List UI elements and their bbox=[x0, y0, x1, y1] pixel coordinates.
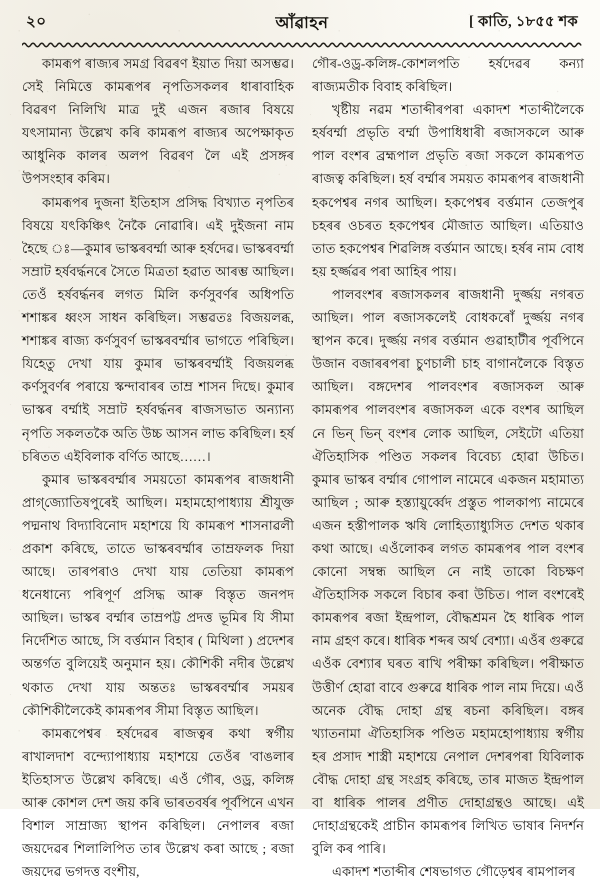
text-column-right bbox=[312, 52, 584, 880]
issue-date-line: [ কাতি, ১৮৫৫ শক bbox=[469, 14, 578, 30]
paragraph: গৌৰ-ওড্ৰ-কলিঙ্গ-কোশলপতি হৰ্ষদেৱৰ কন্যা ৰাজ্যমতীক বিবাহ কৰিছিল। bbox=[312, 56, 584, 95]
magazine-title: আঁৱাহন bbox=[275, 15, 329, 32]
paragraph: কামৰূপৰ দুজনা ইতিহাস প্ৰসিদ্ধ বিখ্যাত নৃপতিৰ বিষয়ে যৎকিঞ্চিৎ নৈকৈ নোৱাৰি। এই দুইজনা নাম হৈছে ঃ—কুমাৰ ভাস্কৰবৰ্ম্মা আৰু হৰ্ষদেৱ। ভাস্কৰবৰ্ম্মা সম্ৰাট হৰ্ষবৰ্দ্ধনৰে সৈতে মিত্ৰতা হৱাত আৰম্ভ আছিল। তেওঁ হৰ্ষবৰ্দ্ধনৰ লগত মিলি কৰ্ণসুবৰ্ণৰ অধিপতি শশাঙ্কৰ ধ্বংস সাধন কৰিছিল। সম্ভৱতঃ বিজয়লব্ধ, শশাঙ্কৰ ৰাজ্য কৰ্ণসুবৰ্ণ ভাস্কৰবৰ্ম্মাৰ ভাগতে পৰিছিল। যিহেতু দেখা যায় কুমাৰ ভাস্কৰবৰ্ম্মাই বিজয়লব্ধ কৰ্ণসুবৰ্ণৰ পৰায়ে স্কন্দাবাৰৰ তাম্ৰ শাসন দিছে। কুমাৰ ভাস্কৰ বৰ্ম্মাই সম্ৰাট হৰ্ষবৰ্দ্ধনৰ ৰাজসভাত অন্যান্য নৃপতি সকলতকৈ অতি উচ্চ আসন লাভ কৰিছিল। হৰ্ষ চৰিতত এইবিলাক বৰ্ণিত আছে……। bbox=[22, 194, 294, 464]
page-number: ২০ bbox=[26, 14, 47, 30]
running-head bbox=[26, 10, 578, 36]
paragraph: একাদশ শতাব্দীৰ শেষভাগত গৌড়েশ্বৰ ৰামপালৰ bbox=[332, 864, 576, 880]
body-columns bbox=[22, 52, 584, 880]
paragraph: পালবংশৰ ৰজাসকলৰ ৰাজধানী দুৰ্জ্জয় নগৰত আছিল। পাল ৰজাসকলেই বোধকৰোঁ দুৰ্জ্জয় নগৰ স্থাপন কৰে। দুৰ্জ্জয় নগৰ বৰ্ত্তমান গুৱাহাটীৰ পূৰ্বপিনে উজান বজাৰৰপৰা চুণচালী চাহ বাগানলৈকে বিস্তৃত আছিল। বঙ্গদেশৰ পালবংশৰ ৰজাসকল আৰু কামৰূপৰ পালবংশৰ ৰজাসকল একে বংশৰ আছিল নে ভিন্ ভিন্ বংশৰ লোক আছিল, সেইটো এতিয়া ঐতিহাসিক পণ্ডিত সকলৰ বিবেচ্য হোৱা উচিত। কুমাৰ ভাস্কৰ বৰ্ম্মাৰ গোপাল নামেৰে একজন মহামাত্য আছিল ; আৰু হস্ত্যায়ুৰ্ব্বেদ প্ৰস্তুত পালকাপ্য নামেৰে এজন হস্তীপালক ঋষি লোহিত্যাধ্যুসিত দেশত থকাৰ কথা আছে। এওঁলোকৰ লগত কামৰূপৰ পাল বংশৰ কোনো সম্বন্ধ আছিল নে নাই তাকো বিচক্ষণ ঐতিহাসিক সকলে বিচাৰ কৰা উচিত। পাল বংশৰেই কামৰূপৰ ৰজা ইন্দ্ৰপাল, বৌদ্ধশ্ৰমন হৈ ধাৰিক পাল নাম গ্ৰহণ কৰে। ধাৰিক শব্দৰ অৰ্থ বেশ্যা। এওঁৰ গুৰুৱে এওঁক বেশ্যাৰ ঘৰত ৰাখি পৰীক্ষা কৰিছিল। পৰীক্ষাত উত্তীৰ্ণ হোৱা বাবে গুৰুৱে ধাৰিক পাল নাম দিয়ে। এওঁ অনেক বৌদ্ধ দোহা গ্ৰন্থ ৰচনা কৰিছিল। বঙ্গৰ খ্যাতনামা ঐতিহাসিক পণ্ডিত মহামহোপাধ্যায় স্বৰ্গীয় হৰ প্ৰসাদ শাস্ত্ৰী মহাশয়ে নেপাল দেশৰপৰা যিবিলাক বৌদ্ধ দোহা গ্ৰন্থ সংগ্ৰহ কৰিছে, তাৰ মাজত ইন্দ্ৰপাল বা ধাৰিক পালৰ প্ৰণীত দোহাগ্ৰন্থও আছে। এই দোহাগ্ৰন্থকেই প্ৰাচীন কামৰূপৰ লিখিত ভাষাৰ নিদৰ্শন বুলি কৰ পাৰি। bbox=[312, 286, 584, 857]
paragraph: কামৰূপেশ্বৰ হৰ্ষদেৱৰ ৰাজত্বৰ কথা স্বৰ্গীয় ৰাখালদাশ বন্দ্যোপাধ্যায় মহাশয়ে তেওঁৰ 'বাঙলাৰ ইতিহাস'ত উল্লেখ কৰিছে। এওঁ গৌৰ, ওড্ৰ, কলিঙ্গ আৰু কোশল দেশ জয় কৰি ভাৰতবৰ্ষৰ পূৰ্বপিনে এখন বিশাল সাম্ৰাজ্য স্থাপন কৰিছিল। নেপালৰ ৰজা জয়দেৱৰ শিলালিপিত তাৰ উল্লেখ কৰা আছে ; ৰজা জয়দেৱ ভগদত্ত বংশীয়, bbox=[22, 725, 294, 880]
text-column-left bbox=[22, 52, 294, 880]
paragraph: কামৰূপ ৰাজ্যৰ সমগ্ৰ বিৱৰণ ইয়াত দিয়া অসম্ভৱ। সেই নিমিত্তে কামৰূপৰ নৃপতিসকলৰ ধাৰাবাহিক বিৱৰণ নিলিখি মাত্ৰ দুই এজন ৰজাৰ বিষয়ে যৎসামান্য উল্লেখ কৰি কামৰূপ ৰাজ্যৰ অপেক্ষাকৃত আধুনিক কালৰ অলপ বিৱৰণ লৈ এই প্ৰসঙ্গৰ উপসংহাৰ কৰিম। bbox=[22, 56, 294, 187]
header-divider-rule bbox=[22, 40, 582, 49]
paragraph: কুমাৰ ভাস্কৰবৰ্ম্মাৰ সময়তো কামৰূপৰ ৰাজধানী প্ৰাগ্‌জ্যোতিষপুৰেই আছিল। মহামহোপাধ্যায় শ্ৰীযুক্ত পদ্মনাথ বিদ্যাবিনোদ মহাশয়ে যি কামৰূপ শাসনাৱলী প্ৰকাশ কৰিছে, তাতে ভাস্কৰবৰ্ম্মাৰ তাম্ৰফলক দিয়া আছে। তাৰপৰাও দেখা যায় তেতিয়া কামৰূপ ধনেধান্যে পৰিপূৰ্ণ প্ৰসিদ্ধ আৰু বিস্তৃত জনপদ আছিল। ভাস্কৰ বৰ্ম্মাৰ তাম্ৰপট্ট প্ৰদত্ত ভূমিৰ যি সীমা নিৰ্দেশিত আছে, সি বৰ্ত্তমান বিহাৰ ( মিথিলা ) প্ৰদেশৰ অন্তৰ্গত বুলিয়েই অনুমান হয়। কৌশিকী নদীৰ উল্লেখ থকাত দেখা যায় অন্ততঃ ভাস্কৰবৰ্ম্মাৰ সময়ৰ কৌশিকীলৈকেই কামৰূপৰ সীমা বিস্তৃত আছিল। bbox=[22, 471, 294, 718]
paragraph: খৃষ্টীয় নৱম শতাব্দীৰপৰা একাদশ শতাব্দীলৈকে হৰ্ষবৰ্ম্মা প্ৰভৃতি বৰ্ম্মা উপাধিধাৰী ৰজাসকলে আৰু পাল বংশৰ ব্ৰহ্মপাল প্ৰভৃতি ৰজা সকলে কামৰূপত ৰাজত্ব কৰিছিল। হৰ্ষ বৰ্ম্মাৰ সময়ত কামৰূপৰ ৰাজধানী হকপেশ্বৰ নগৰ আছিল। হকপেশ্বৰ বৰ্ত্তমান তেজপুৰ চহৰৰ ওচৰত হকপেশ্বৰ মৌজাত আছিল। এতিয়াও তাত হকপেশ্বৰ শিৱলিঙ্গ বৰ্ত্তমান আছে। হৰ্ষৰ নাম বোধ হয় হৰ্জ্জৱৰ পৰা আহিৰ পায়। bbox=[312, 102, 584, 279]
